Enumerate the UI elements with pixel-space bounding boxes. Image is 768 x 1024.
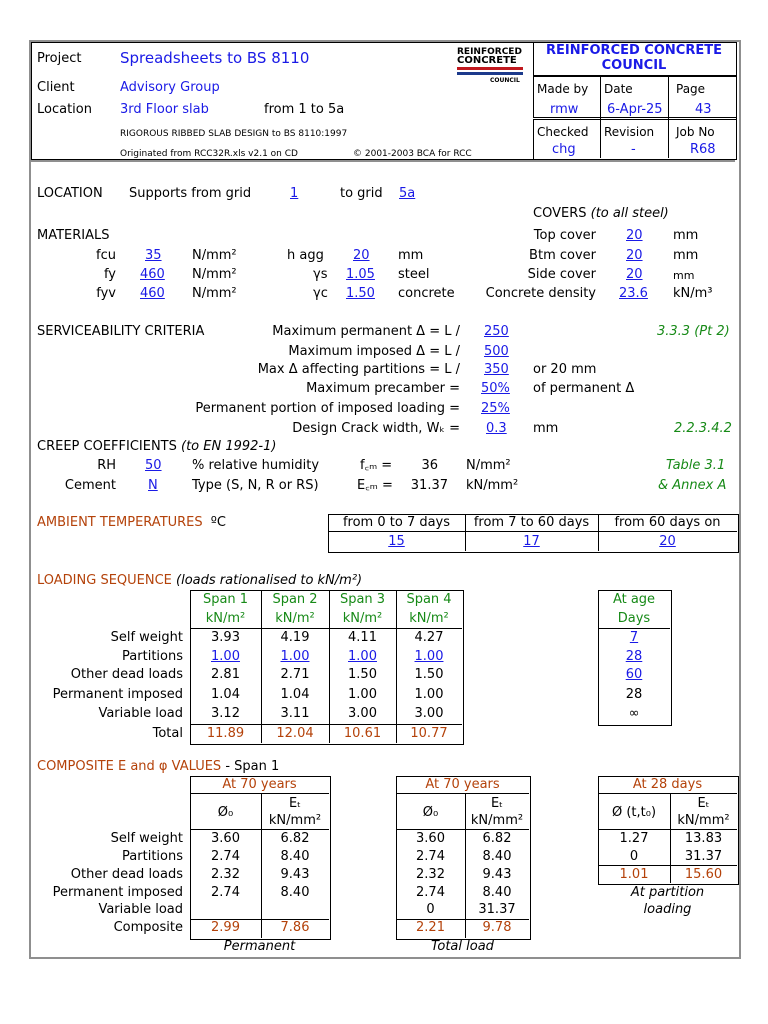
top-cover-label: Top cover <box>533 228 596 243</box>
composite-title <box>37 759 279 775</box>
load-cell: 1.04 <box>211 687 240 702</box>
load-cell: 3.11 <box>280 706 310 721</box>
ecm-value: 31.37 <box>410 478 448 493</box>
t2-phi: 2.74 <box>416 849 445 864</box>
t1-e: 8.40 <box>280 849 310 864</box>
creep-title-text: CREEP COEFFICIENTS <box>37 439 177 454</box>
t3-phi: 1.27 <box>619 831 649 846</box>
load-cell: 1.00 <box>348 687 377 702</box>
precamber-input[interactable]: 50% <box>481 381 510 396</box>
composite-title-text: COMPOSITE E and <box>37 759 155 774</box>
comp-row-label: Partitions <box>122 849 183 864</box>
logo-stripe <box>457 67 523 70</box>
load-cell: 4.27 <box>414 630 444 645</box>
span-4-header: Span 4 <box>406 592 452 607</box>
load-row-label: Permanent imposed <box>52 687 183 702</box>
fcu-label: fcu <box>96 248 116 263</box>
age-header: At age <box>612 592 656 607</box>
imp-defl-label: Maximum imposed Δ = L / <box>288 344 460 359</box>
fy-label: fy <box>103 267 116 282</box>
logo-line2: CONCRETE <box>457 55 517 66</box>
partition-load-span-3[interactable]: 1.00 <box>348 649 377 664</box>
t3-caption-1: At partition <box>630 885 705 900</box>
grid-from-input[interactable]: 1 <box>290 186 299 201</box>
btm-cover-input[interactable]: 20 <box>626 248 643 263</box>
t3-phi: 0 <box>629 849 639 864</box>
t1-caption: Permanent <box>223 939 296 954</box>
t3-e: 31.37 <box>684 849 723 864</box>
copyright-text: © 2001-2003 BCA for RCC <box>353 149 472 159</box>
loading-title-text: LOADING SEQUENCE <box>37 573 172 588</box>
date-label: Date <box>604 82 633 96</box>
composite-title-span: - Span 1 <box>225 759 280 774</box>
part-defl-label: Max Δ affecting partitions = L / <box>257 362 460 377</box>
age-table-rule <box>598 628 670 629</box>
side-cover-label: Side cover <box>527 267 596 282</box>
t3-e: 13.83 <box>684 831 723 846</box>
t2-phi: 3.60 <box>416 831 445 846</box>
t3-col1: Ø (t,t₀) <box>611 805 657 820</box>
originated-text: Originated from RCC32R.xls v2.1 on CD <box>120 149 298 159</box>
t2-e-composite: 9.78 <box>482 920 512 935</box>
fy-input[interactable]: 460 <box>140 267 165 282</box>
partition-load-span-1[interactable]: 1.00 <box>211 649 240 664</box>
rh-input[interactable]: 50 <box>145 458 162 473</box>
covers-title-text: COVERS <box>533 206 587 221</box>
design-title: RIGOROUS RIBBED SLAB DESIGN to BS 8110:1997 <box>120 129 348 139</box>
t1-phi: 2.74 <box>211 849 240 864</box>
hagg-label: h agg <box>287 248 324 263</box>
span-1-header: Span 1 <box>202 592 249 607</box>
total-cell: 12.04 <box>276 726 314 741</box>
fcu-input[interactable]: 35 <box>145 248 162 263</box>
gamma-s-unit: steel <box>398 267 430 282</box>
span-3-header: Span 3 <box>339 592 386 607</box>
t1-header: At 70 years <box>222 777 297 792</box>
header-separator <box>31 160 735 162</box>
made-by-label: Made by <box>537 82 589 96</box>
t1-e: 6.82 <box>280 831 310 846</box>
span-unit: kN/m² <box>409 611 449 626</box>
age-partitions[interactable]: 28 <box>625 649 643 664</box>
partition-load-span-4[interactable]: 1.00 <box>414 649 444 664</box>
covers-title <box>533 206 669 222</box>
span-unit: kN/m² <box>342 611 383 626</box>
gamma-s-input[interactable]: 1.05 <box>346 267 375 282</box>
revision-value: - <box>631 142 636 157</box>
btm-cover-unit: mm <box>673 248 699 263</box>
location-value: 3rd Floor slab <box>120 102 209 117</box>
ambient-unit: ºC <box>210 515 226 530</box>
top-cover-unit: mm <box>673 228 699 243</box>
load-cell-input[interactable] <box>396 649 462 665</box>
checked-value: chg <box>552 142 576 157</box>
t2-col2b: kN/mm² <box>470 813 524 828</box>
supports-text: Supports from grid <box>129 186 252 201</box>
crack-width-ref: 2.2.3.4.2 <box>674 421 732 436</box>
creep-title <box>37 439 276 455</box>
perm-imposed-label: Permanent portion of imposed loading = <box>195 401 460 416</box>
table31-ref: Table 3.1 <box>666 458 726 473</box>
age-cell-input[interactable] <box>598 649 670 665</box>
crack-width-input[interactable]: 0.3 <box>486 421 507 436</box>
span-unit: kN/m² <box>205 611 246 626</box>
made-by-value: rmw <box>550 102 579 117</box>
t2-phi: 2.32 <box>416 867 445 882</box>
perm-defl-label: Maximum permanent Δ = L / <box>272 324 460 339</box>
page-label: Page <box>676 82 706 96</box>
t1-phi-composite: 2.99 <box>211 920 240 935</box>
load-cell-input[interactable] <box>190 649 261 665</box>
age-cell-input[interactable] <box>598 630 670 646</box>
ambient-title-text: AMBIENT TEMPERATURES <box>37 515 203 530</box>
comp-row-label: Composite <box>113 920 183 935</box>
page-value: 43 <box>695 102 712 117</box>
precamber-note: of permanent Δ <box>533 381 635 396</box>
t3-phi-composite: 1.01 <box>619 867 649 882</box>
comp-table-rule <box>598 793 737 794</box>
t2-caption: Total load <box>431 939 494 954</box>
gamma-c-label: γc <box>313 286 328 301</box>
to-grid-text: to grid <box>340 186 383 201</box>
t3-col2b: kN/mm² <box>677 813 730 828</box>
fyv-label: fyv <box>96 286 116 301</box>
comp-table-rule <box>598 829 737 830</box>
ambient-table-rule <box>328 531 737 532</box>
side-cover-input[interactable]: 20 <box>626 267 643 282</box>
side-cover-unit: mm <box>673 269 695 282</box>
comp-row-label: Other dead loads <box>70 867 183 882</box>
rh-note: % relative humidity <box>192 458 320 473</box>
t2-e: 9.43 <box>482 867 512 882</box>
load-cell: 3.93 <box>211 630 240 645</box>
t1-phi: 2.32 <box>211 867 240 882</box>
age-other-dead[interactable]: 60 <box>625 667 643 682</box>
t2-col2a: Eₜ <box>490 796 504 811</box>
ecm-unit: kN/mm² <box>466 478 519 493</box>
cement-note: Type (S, N, R or RS) <box>192 478 319 493</box>
load-row-label: Other dead loads <box>70 667 183 682</box>
t1-col1: Ø₀ <box>217 805 234 820</box>
grid-to-input[interactable]: 5a <box>399 186 416 201</box>
perm-defl-input[interactable]: 250 <box>484 324 509 339</box>
cement-input[interactable]: N <box>148 478 158 493</box>
density-unit: kN/m³ <box>673 286 713 301</box>
load-cell: 3.00 <box>414 706 444 721</box>
revision-label: Revision <box>604 125 655 139</box>
jobno-label: Job No <box>676 125 715 139</box>
t3-header: At 28 days <box>632 777 703 792</box>
t2-phi: 0 <box>426 902 435 917</box>
t1-e: 8.40 <box>280 885 310 900</box>
imp-defl-input[interactable]: 500 <box>484 344 509 359</box>
client-label: Client <box>37 80 75 95</box>
total-label: Total <box>152 726 183 741</box>
comp-table-rule <box>396 829 529 830</box>
density-label: Concrete density <box>485 286 596 301</box>
t2-e: 31.37 <box>478 902 516 917</box>
perm-defl-ref: 3.3.3 (Pt 2) <box>657 324 730 339</box>
checked-label: Checked <box>537 125 589 139</box>
location-range: from 1 to 5a <box>264 102 345 117</box>
load-cell: 1.04 <box>280 687 310 702</box>
t2-header: At 70 years <box>425 777 500 792</box>
ambient-header-2: from 7 to 60 days <box>473 515 590 530</box>
ambient-header-1: from 0 to 7 days <box>342 515 451 530</box>
density-input[interactable]: 23.6 <box>619 286 648 301</box>
composite-title-phi: φ <box>158 759 168 774</box>
load-cell: 3.12 <box>211 706 240 721</box>
composite-title-rest: VALUES <box>171 759 222 774</box>
part-defl-note: or 20 mm <box>533 362 597 377</box>
logo-line1: REINFORCED <box>457 47 522 57</box>
t1-e: 9.43 <box>280 867 310 882</box>
serviceability-title: SERVICEABILITY CRITERIA <box>37 324 205 339</box>
total-cell: 11.89 <box>206 726 245 741</box>
t3-e-composite: 15.60 <box>684 867 723 882</box>
t2-e: 6.82 <box>482 831 512 846</box>
gamma-s-label: γs <box>313 267 328 282</box>
ambient-temp-0-7[interactable]: 15 <box>388 534 405 549</box>
org-title: REINFORCED CONCRETE COUNCIL <box>546 43 722 73</box>
precamber-label: Maximum precamber = <box>306 381 460 396</box>
fcm-label: f꜀ₘ = <box>360 458 393 473</box>
load-cell: 1.50 <box>414 667 444 682</box>
age-cell-input[interactable] <box>598 667 670 683</box>
materials-title: MATERIALS <box>37 228 110 243</box>
header-divider <box>600 76 601 158</box>
span-unit: kN/m² <box>275 611 315 626</box>
t1-col2b: kN/mm² <box>268 813 322 828</box>
comp-row-label: Permanent imposed <box>52 885 183 900</box>
comp-row-label: Variable load <box>98 902 183 917</box>
fcm-unit: N/mm² <box>466 458 511 473</box>
logo-stripe <box>457 72 523 75</box>
fyv-input[interactable]: 460 <box>140 286 165 301</box>
logo-line3: COUNCIL <box>490 77 520 84</box>
ambient-title <box>37 515 226 531</box>
covers-title-note: (to all steel) <box>590 206 669 221</box>
t1-phi: 3.60 <box>211 831 240 846</box>
t1-col2a: Eₜ <box>288 796 302 811</box>
t1-phi: 2.74 <box>211 885 240 900</box>
loading-title <box>37 573 362 589</box>
date-value: 6-Apr-25 <box>607 102 663 117</box>
total-cell: 10.77 <box>410 726 448 741</box>
ambient-value-3[interactable] <box>598 534 737 550</box>
t2-col1: Ø₀ <box>422 805 439 820</box>
creep-title-note: (to EN 1992-1) <box>181 439 277 454</box>
partition-load-span-2[interactable]: 1.00 <box>280 649 310 664</box>
project-value: Spreadsheets to BS 8110 <box>120 49 310 67</box>
t2-e: 8.40 <box>482 849 512 864</box>
ambient-header-3: from 60 days on <box>614 515 721 530</box>
location-section-label: LOCATION <box>37 186 103 201</box>
top-cover-input[interactable]: 20 <box>626 228 643 243</box>
load-cell: 1.50 <box>348 667 377 682</box>
age-cell: ∞ <box>628 706 640 721</box>
load-cell: 4.19 <box>280 630 310 645</box>
load-cell-input[interactable] <box>329 649 396 665</box>
project-label: Project <box>37 51 82 66</box>
age-cell: 28 <box>625 687 643 702</box>
load-cell: 4.11 <box>348 630 377 645</box>
loading-table-rule <box>190 724 462 725</box>
ambient-temp-7-60[interactable]: 17 <box>523 534 540 549</box>
t2-e: 8.40 <box>482 885 512 900</box>
load-row-label: Partitions <box>122 649 183 664</box>
fcu-unit: N/mm² <box>192 248 237 263</box>
perm-imposed-input[interactable]: 25% <box>481 401 510 416</box>
comp-table-rule <box>396 793 529 794</box>
t2-phi-composite: 2.21 <box>416 920 445 935</box>
t3-col2a: Eₜ <box>697 796 710 811</box>
t3-caption-2: loading <box>643 902 692 917</box>
gamma-c-input[interactable]: 1.50 <box>346 286 375 301</box>
age-unit: Days <box>617 611 651 626</box>
loading-table-rule <box>190 628 462 629</box>
load-cell: 2.81 <box>211 667 240 682</box>
ambient-value-2[interactable] <box>465 534 598 550</box>
total-cell: 10.61 <box>343 726 382 741</box>
t2-phi: 2.74 <box>416 885 445 900</box>
btm-cover-label: Btm cover <box>529 248 596 263</box>
crack-width-label: Design Crack width, Wₖ = <box>292 421 460 436</box>
header-divider <box>668 76 669 158</box>
part-defl-input[interactable]: 350 <box>484 362 509 377</box>
client-value: Advisory Group <box>120 80 220 95</box>
load-cell: 3.00 <box>348 706 377 721</box>
loading-title-note: (loads rationalised to kN/m²) <box>176 573 363 588</box>
t1-e-composite: 7.86 <box>280 920 310 935</box>
gamma-c-unit: concrete <box>398 286 455 301</box>
load-cell-input[interactable] <box>261 649 329 665</box>
span-2-header: Span 2 <box>272 592 318 607</box>
load-row-label: Variable load <box>98 706 183 721</box>
jobno-value: R68 <box>690 142 716 157</box>
cement-label: Cement <box>64 478 116 493</box>
rh-label: RH <box>97 458 116 473</box>
fy-unit: N/mm² <box>192 267 237 282</box>
age-self-weight[interactable]: 7 <box>629 630 639 645</box>
comp-table-rule <box>190 829 329 830</box>
fyv-unit: N/mm² <box>192 286 237 301</box>
annex-a-ref: & Annex A <box>658 478 727 493</box>
ambient-value-1[interactable] <box>328 534 465 550</box>
comp-table-rule <box>598 865 737 866</box>
hagg-unit: mm <box>398 248 424 263</box>
fcm-value: 36 <box>421 458 438 473</box>
ambient-temp-60-on[interactable]: 20 <box>659 534 676 549</box>
load-cell: 1.00 <box>414 687 444 702</box>
location-label: Location <box>37 102 92 117</box>
load-cell: 2.71 <box>280 667 310 682</box>
load-row-label: Self weight <box>110 630 183 645</box>
ecm-label: E꜀ₘ = <box>357 478 393 493</box>
crack-width-unit: mm <box>533 421 559 436</box>
comp-table-rule <box>190 793 329 794</box>
comp-row-label: Self weight <box>110 831 183 846</box>
hagg-input[interactable]: 20 <box>353 248 370 263</box>
